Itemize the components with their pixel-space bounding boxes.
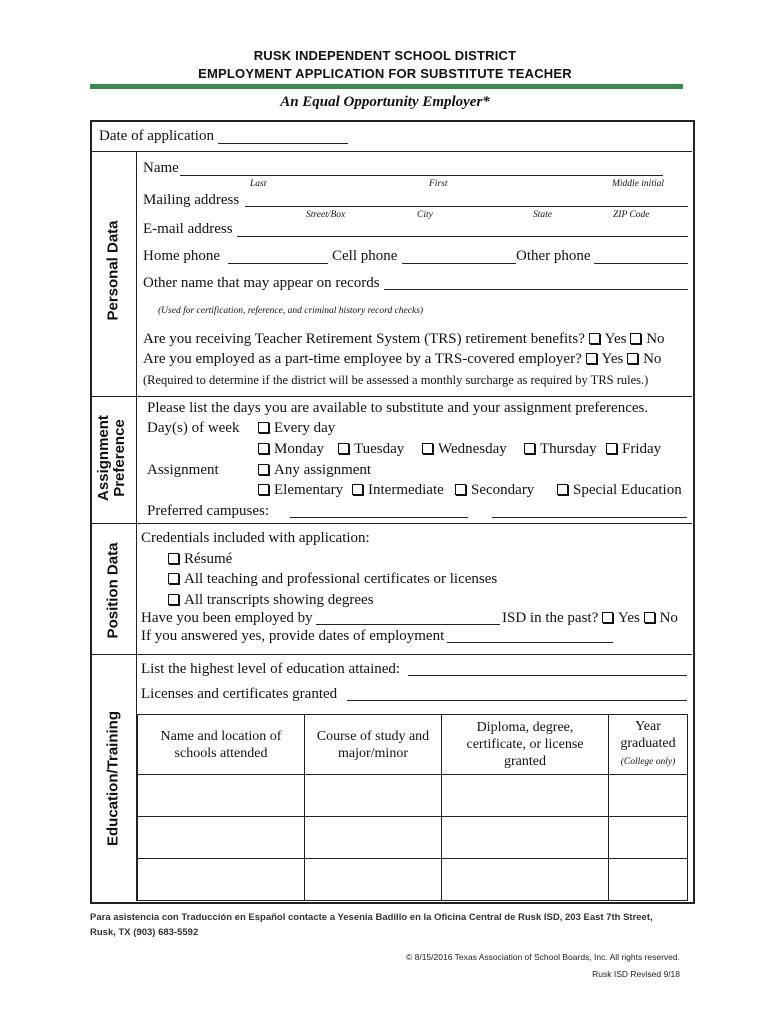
resume-checkbox[interactable] xyxy=(168,553,179,564)
resume-label: Résumé xyxy=(184,551,233,567)
other-name-label: Other name that may appear on records xyxy=(143,275,380,291)
certificates-label: All teaching and professional certificates or licenses xyxy=(184,571,498,587)
trs2-no-checkbox[interactable] xyxy=(627,353,638,364)
isd-yes-checkbox[interactable] xyxy=(602,612,613,623)
friday-label: Friday xyxy=(622,441,662,457)
thursday-label: Thursday xyxy=(540,441,597,457)
col-school-header xyxy=(138,715,305,775)
special-education-option[interactable] xyxy=(557,482,682,499)
table-row xyxy=(138,859,688,901)
certificates-checkbox[interactable] xyxy=(168,573,179,584)
year-cell[interactable] xyxy=(609,859,688,901)
education-header-row xyxy=(138,715,688,775)
isd-past-text: ISD in the past? xyxy=(502,610,599,626)
secondary-option[interactable] xyxy=(455,482,534,499)
intermediate-option[interactable] xyxy=(352,482,444,499)
intermediate-checkbox[interactable] xyxy=(352,484,363,495)
diploma-cell[interactable] xyxy=(442,817,609,859)
elementary-option[interactable] xyxy=(258,482,343,499)
special-education-checkbox[interactable] xyxy=(557,484,568,495)
mailing-label: Mailing address xyxy=(143,192,240,208)
assignment-label-line2: Preference xyxy=(111,419,128,497)
col-diploma-header xyxy=(442,715,609,775)
every-day-option[interactable] xyxy=(258,420,335,437)
header-rule xyxy=(90,84,683,89)
campus-field-2[interactable] xyxy=(492,517,687,518)
col-course-header xyxy=(305,715,442,775)
col-diploma-line2: certificate, or license xyxy=(466,737,584,752)
friday-option[interactable] xyxy=(606,441,661,458)
any-assignment-checkbox[interactable] xyxy=(258,464,269,475)
assignment-type-label: Assignment xyxy=(147,462,219,478)
col-diploma-line3: granted xyxy=(504,754,546,769)
monday-option[interactable] xyxy=(258,441,324,458)
col-year-header xyxy=(609,715,688,775)
cell-phone-label: Cell phone xyxy=(332,248,398,264)
assignment-preference-label xyxy=(96,398,128,518)
highest-education-field[interactable] xyxy=(408,675,687,676)
every-day-label: Every day xyxy=(274,420,336,436)
isd-yes-label: Yes xyxy=(617,610,640,626)
trs1-no-label: No xyxy=(646,331,665,347)
licenses-field[interactable] xyxy=(347,700,687,701)
wednesday-option[interactable] xyxy=(422,441,507,458)
any-assignment-label: Any assignment xyxy=(274,462,372,478)
transcripts-label: All transcripts showing degrees xyxy=(184,592,374,608)
trs1-no-checkbox[interactable] xyxy=(630,333,641,344)
col-course-line1: Course of study and xyxy=(316,728,430,744)
position-data-label: Position Data xyxy=(104,542,122,639)
assignment-label-line1: Assignment xyxy=(95,415,112,501)
table-row xyxy=(138,817,688,859)
highest-education-label: List the highest level of education attained: xyxy=(141,661,401,677)
year-cell[interactable] xyxy=(609,775,688,817)
education-table xyxy=(137,714,688,901)
mailing-zip-caption: ZIP Code xyxy=(613,210,650,220)
monday-checkbox[interactable] xyxy=(258,443,269,454)
dates-employed-field[interactable] xyxy=(447,642,613,643)
education-training-label: Education/Training xyxy=(104,711,122,847)
mailing-field[interactable] xyxy=(245,206,688,207)
copyright-notice: © 8/15/2016 Texas Association of School Boards, Inc. All rights reserved. xyxy=(405,952,680,962)
course-cell[interactable] xyxy=(305,817,442,859)
email-label: E-mail address xyxy=(143,221,233,237)
course-cell[interactable] xyxy=(305,859,442,901)
school-cell[interactable] xyxy=(138,817,305,859)
thursday-checkbox[interactable] xyxy=(524,443,535,454)
mailing-city-caption: City xyxy=(417,210,433,220)
name-middle-caption: Middle initial xyxy=(612,179,664,189)
trs-question-1 xyxy=(143,331,665,348)
tuesday-option[interactable] xyxy=(338,441,404,458)
elementary-checkbox[interactable] xyxy=(258,484,269,495)
district-title: RUSK INDEPENDENT SCHOOL DISTRICT xyxy=(253,48,517,63)
home-phone-label: Home phone xyxy=(143,248,221,264)
revision-note: Rusk ISD Revised 9/18 xyxy=(592,969,680,979)
tuesday-label: Tuesday xyxy=(354,441,405,457)
credentials-label: Credentials included with application: xyxy=(141,530,370,546)
date-field[interactable] xyxy=(218,143,348,144)
col-year-line1: Year xyxy=(635,719,661,734)
trs2-yes-label: Yes xyxy=(601,351,624,367)
trs-question-2 xyxy=(143,351,661,368)
other-name-field[interactable] xyxy=(384,289,688,290)
col-course-line2: major/minor xyxy=(338,745,408,761)
name-label: Name xyxy=(143,160,179,176)
col-year-line2: graduated xyxy=(620,736,676,751)
assignment-divider xyxy=(91,523,692,524)
form-title: EMPLOYMENT APPLICATION FOR SUBSTITUTE TEACHER xyxy=(198,66,572,81)
wednesday-checkbox[interactable] xyxy=(422,443,433,454)
course-cell[interactable] xyxy=(305,775,442,817)
trs1-yes-label: Yes xyxy=(604,331,627,347)
dates-employed-label: If you answered yes, provide dates of employment xyxy=(141,628,445,644)
thursday-option[interactable] xyxy=(524,441,597,458)
trs2-no-label: No xyxy=(643,351,662,367)
campuses-label: Preferred campuses: xyxy=(147,503,270,519)
intermediate-label: Intermediate xyxy=(368,482,444,498)
spanish-note-line2: Rusk, TX (903) 683-5592 xyxy=(90,927,199,938)
trs2-yes-checkbox[interactable] xyxy=(586,353,597,364)
transcripts-option[interactable] xyxy=(168,592,374,609)
diploma-cell[interactable] xyxy=(442,775,609,817)
special-education-label: Special Education xyxy=(573,482,682,498)
monday-label: Monday xyxy=(274,441,324,457)
mailing-street-caption: Street/Box xyxy=(306,210,346,220)
name-field[interactable] xyxy=(180,175,663,176)
spanish-assistance-note xyxy=(90,910,690,940)
assignment-intro: Please list the days you are available to substitute and your assignment preferences. xyxy=(147,400,649,416)
wednesday-label: Wednesday xyxy=(438,441,507,457)
elementary-label: Elementary xyxy=(274,482,344,498)
tuesday-checkbox[interactable] xyxy=(338,443,349,454)
friday-checkbox[interactable] xyxy=(606,443,617,454)
isd-no-checkbox[interactable] xyxy=(644,612,655,623)
table-row xyxy=(138,775,688,817)
employed-by-field[interactable] xyxy=(316,624,500,625)
mailing-state-caption: State xyxy=(533,210,552,220)
trs-note: (Required to determine if the district will be assessed a monthly surcharge as required by TRS rules.) xyxy=(143,373,649,387)
spanish-note-line1: Para asistencia con Traducción en Español contacte a Yesenia Badillo en la Oficina Central de Rusk ISD, 203 East 7th Street, xyxy=(90,912,653,923)
date-label: Date of application xyxy=(99,128,214,144)
col-year-note: (College only) xyxy=(620,757,676,767)
year-cell[interactable] xyxy=(609,817,688,859)
resume-option[interactable] xyxy=(168,551,232,568)
isd-no-label: No xyxy=(659,610,678,626)
cell-phone-field[interactable] xyxy=(402,263,516,264)
col-school-line2: schools attended xyxy=(174,745,268,761)
any-assignment-option[interactable] xyxy=(258,462,371,479)
col-diploma-line1: Diploma, degree, xyxy=(476,720,574,735)
personal-divider xyxy=(91,396,692,397)
secondary-checkbox[interactable] xyxy=(455,484,466,495)
diploma-cell[interactable] xyxy=(442,859,609,901)
email-field[interactable] xyxy=(237,236,688,237)
date-row-divider xyxy=(91,151,692,152)
trs-question-1-text: Are you receiving Teacher Retirement System (TRS) retirement benefits? xyxy=(143,331,585,347)
col-school-line1: Name and location of xyxy=(160,728,282,744)
certificates-option[interactable] xyxy=(168,571,497,588)
transcripts-checkbox[interactable] xyxy=(168,594,179,605)
trs-question-2-text: Are you employed as a part-time employee by a TRS-covered employer? xyxy=(143,351,582,367)
licenses-label: Licenses and certificates granted xyxy=(141,686,338,702)
secondary-label: Secondary xyxy=(471,482,535,498)
name-first-caption: First xyxy=(429,179,448,189)
other-name-note: (Used for certification, reference, and criminal history record checks) xyxy=(158,306,424,316)
school-cell[interactable] xyxy=(138,775,305,817)
other-phone-label: Other phone xyxy=(516,248,591,264)
campus-field-1[interactable] xyxy=(290,517,468,518)
name-last-caption: Last xyxy=(250,179,267,189)
home-phone-field[interactable] xyxy=(228,263,328,264)
other-phone-field[interactable] xyxy=(594,263,688,264)
trs1-yes-checkbox[interactable] xyxy=(589,333,600,344)
eeo-statement: An Equal Opportunity Employer* xyxy=(280,94,490,110)
position-divider xyxy=(91,654,692,655)
school-cell[interactable] xyxy=(138,859,305,901)
employed-by-label: Have you been employed by xyxy=(141,610,313,626)
personal-data-label: Personal Data xyxy=(104,220,122,321)
every-day-checkbox[interactable] xyxy=(258,422,269,433)
isd-past-question xyxy=(502,610,678,627)
days-label: Day(s) of week xyxy=(147,420,240,436)
